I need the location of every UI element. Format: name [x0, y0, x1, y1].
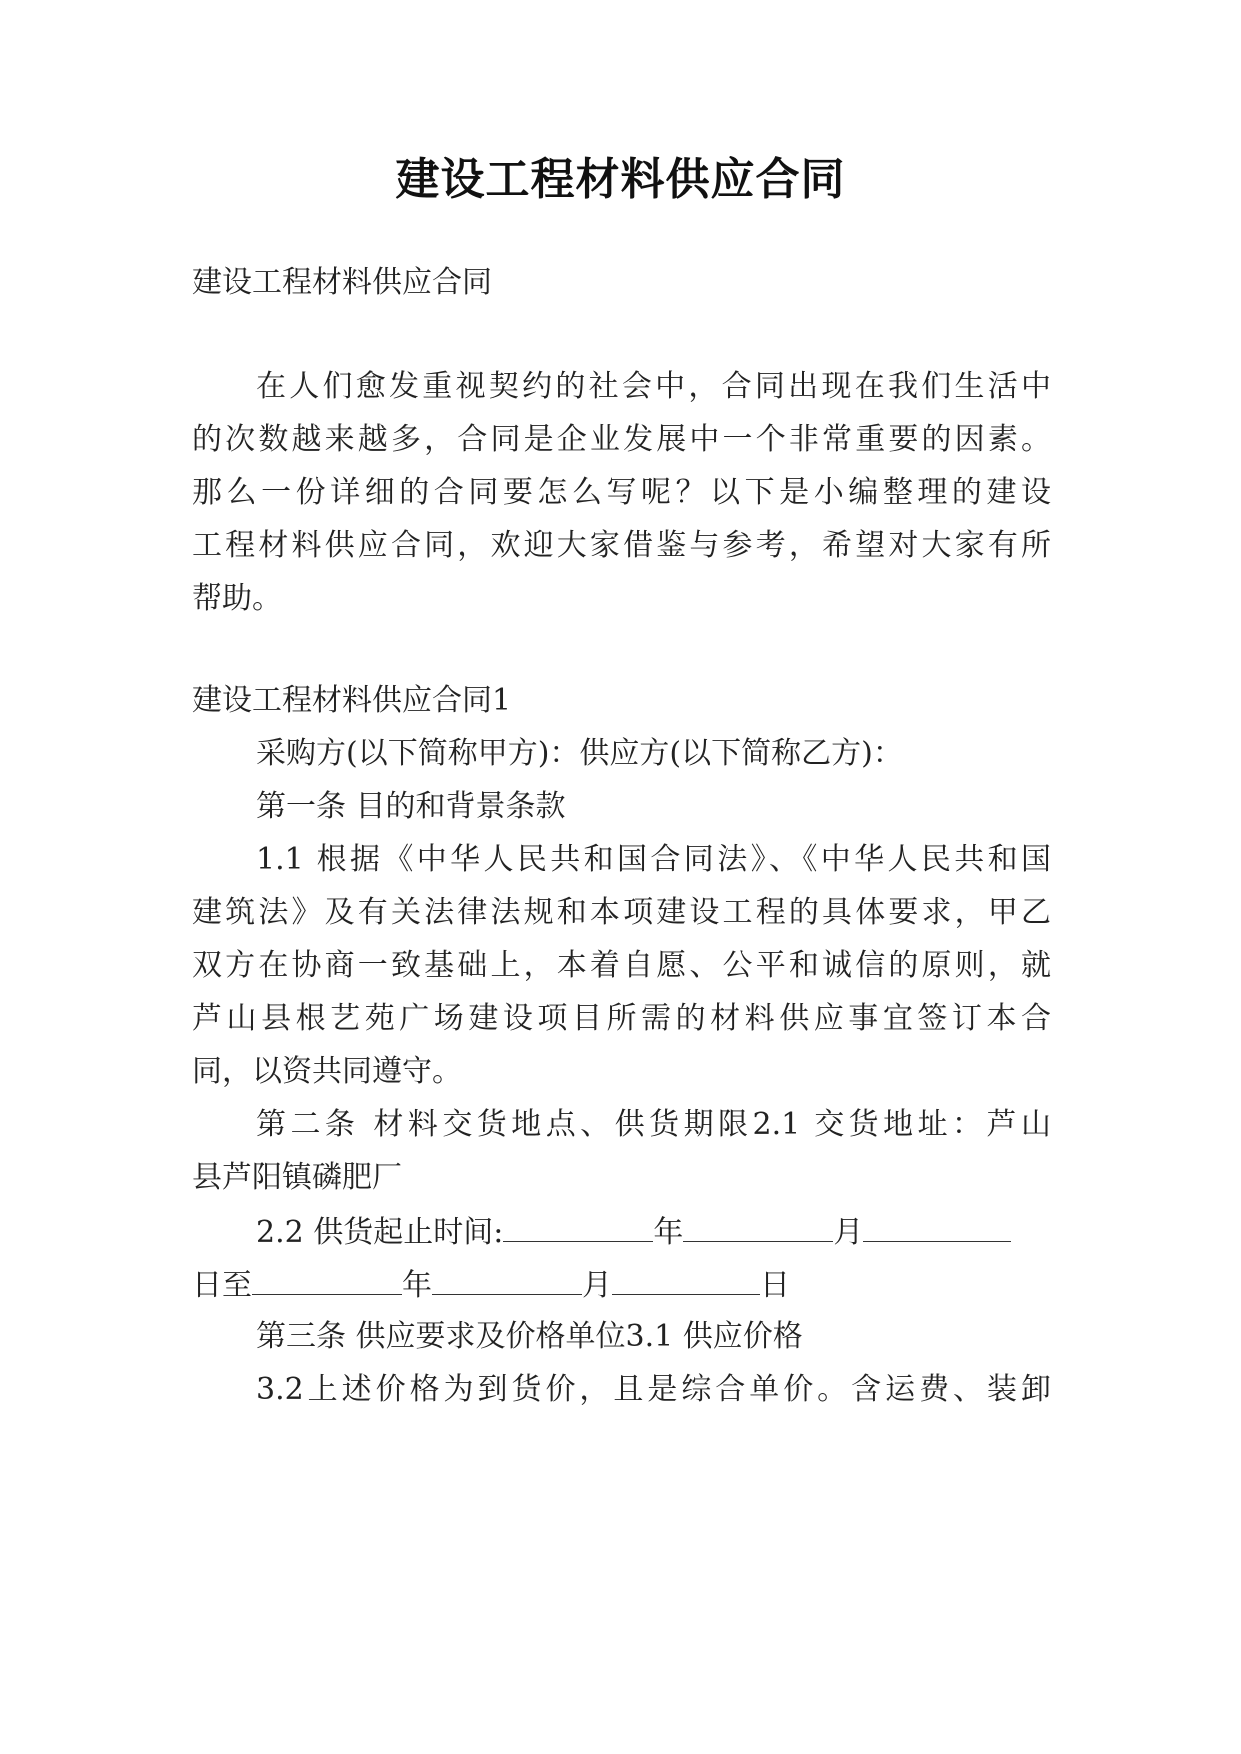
year2-label: 年 [402, 1268, 432, 1303]
paragraph-line: 芦山县根艺苑广场建设项目所需的材料供应事宜签订本合 [192, 1001, 1051, 1036]
article-heading: 第三条 供应要求及价格单位3.1 供应价格 [256, 1319, 803, 1354]
blank-month2-field [432, 1254, 582, 1295]
blank-year2-field [252, 1254, 402, 1295]
blank-year-field [503, 1201, 653, 1242]
paragraph-line: 县芦阳镇磷肥厂 [192, 1160, 402, 1195]
month2-label: 月 [582, 1268, 612, 1303]
paragraph-line: 第二条 材料交货地点、供货期限2.1 交货地址：芦山 [256, 1107, 1051, 1142]
supply-period-line-2 [192, 1254, 1072, 1314]
paragraph-line: 的次数越来越多，合同是企业发展中一个非常重要的因素。 [192, 422, 1051, 457]
paragraph-line: 帮助。 [192, 581, 282, 616]
blank-month-field [683, 1201, 833, 1242]
day-label: 日 [760, 1268, 790, 1303]
paragraph-line: 在人们愈发重视契约的社会中，合同出现在我们生活中 [256, 369, 1051, 404]
paragraph-line: 工程材料供应合同，欢迎大家借鉴与参考，希望对大家有所 [192, 528, 1051, 563]
paragraph-line: 采购方(以下简称甲方)：供应方(以下简称乙方)： [256, 736, 903, 771]
paragraph-line: 3.2上述价格为到货价，且是综合单价。含运费、装卸 [256, 1372, 1051, 1407]
day-to-label: 日至 [192, 1268, 252, 1303]
paragraph-line: 1.1 根据《中华人民共和国合同法》、《中华人民共和国 [256, 842, 1051, 877]
section-heading: 建设工程材料供应合同 [192, 265, 492, 300]
contract-heading: 建设工程材料供应合同1 [192, 683, 512, 718]
year-label: 年 [653, 1215, 684, 1250]
blank-day2-field [612, 1254, 760, 1295]
supply-period-line [256, 1201, 1072, 1261]
article-heading: 第一条 目的和背景条款 [256, 789, 566, 824]
paragraph-line: 那么一份详细的合同要怎么写呢？以下是小编整理的建设 [192, 475, 1051, 510]
month-label: 月 [833, 1215, 864, 1250]
blank-day-field [863, 1201, 1011, 1242]
paragraph-line: 双方在协商一致基础上，本着自愿、公平和诚信的原则，就 [192, 948, 1051, 983]
paragraph-line: 同，以资共同遵守。 [192, 1054, 462, 1089]
paragraph-line: 建筑法》及有关法律法规和本项建设工程的具体要求，甲乙 [192, 895, 1051, 930]
document-title: 建设工程材料供应合同 [395, 154, 846, 205]
supply-period-label: 2.2 供货起止时间: [256, 1215, 504, 1250]
